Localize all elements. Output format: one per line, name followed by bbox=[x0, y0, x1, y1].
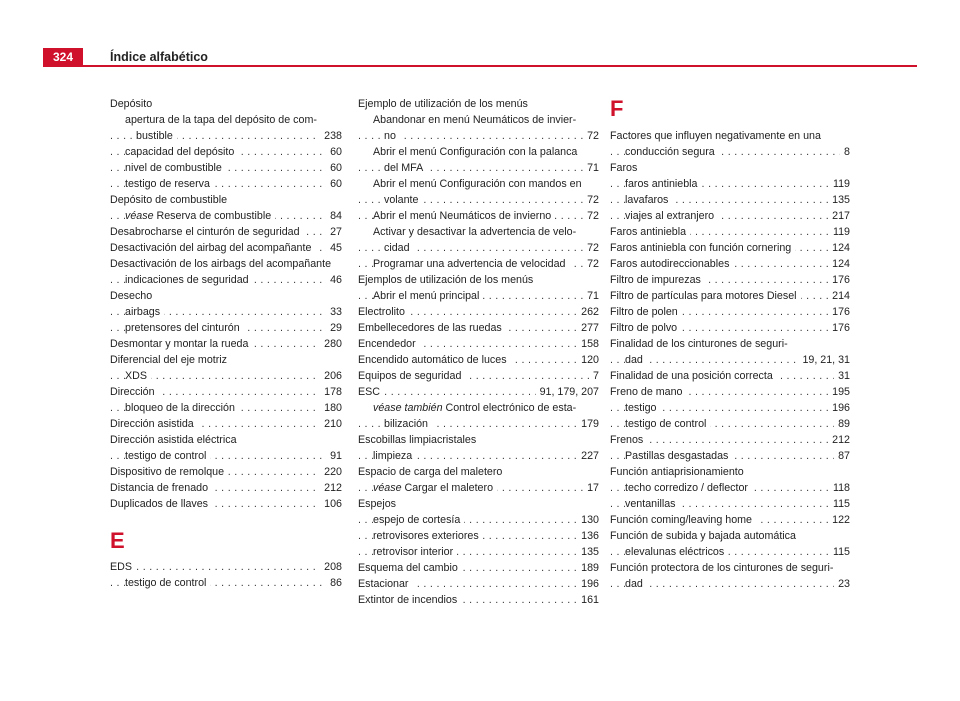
entry-text: conducción segura bbox=[625, 146, 719, 158]
index-entry bbox=[110, 240, 342, 256]
page-reference: 115 bbox=[829, 496, 850, 512]
entry-text: bilización bbox=[384, 418, 432, 430]
entry-text: Abrir el menú Neumáticos de invierno bbox=[373, 210, 555, 222]
entry-text: Faros antiniebla bbox=[610, 226, 690, 238]
entry-text: capacidad del depósito bbox=[125, 146, 238, 158]
page-reference: 87 bbox=[834, 448, 850, 464]
entry-text: testigo bbox=[625, 402, 661, 414]
index-entry bbox=[610, 512, 850, 528]
index-entry bbox=[110, 176, 342, 192]
entry-text: Extintor de incendios bbox=[358, 594, 461, 606]
entry-text: volante bbox=[384, 194, 422, 206]
page-reference: 72 bbox=[583, 240, 599, 256]
index-entry bbox=[358, 368, 599, 384]
entry-text: Esquema del cambio bbox=[358, 562, 462, 574]
entry-text: Ejemplo de utilización de los menús bbox=[358, 98, 532, 110]
page-reference: 176 bbox=[828, 320, 850, 336]
see-reference: véase bbox=[373, 482, 402, 494]
index-entry bbox=[610, 288, 850, 304]
page-reference: 124 bbox=[828, 240, 850, 256]
entry-text: cidad bbox=[384, 242, 414, 254]
index-entry bbox=[110, 288, 342, 304]
entry-text: Filtro de polvo bbox=[610, 322, 681, 334]
entry-label: Reserva de combustible bbox=[153, 210, 272, 222]
index-entry bbox=[110, 208, 342, 224]
entry-text: Ejemplos de utilización de los menús bbox=[358, 274, 537, 286]
index-entry bbox=[358, 96, 599, 112]
index-entry bbox=[358, 496, 599, 512]
see-reference: véase también bbox=[373, 402, 443, 414]
page-number: 324 bbox=[43, 48, 83, 66]
page-reference: 217 bbox=[828, 208, 850, 224]
page-reference: 210 bbox=[320, 416, 342, 432]
page-reference: 27 bbox=[326, 224, 342, 240]
page-reference: 106 bbox=[320, 496, 342, 512]
entry-text: Depósito bbox=[110, 98, 156, 110]
entry-text: Abandonar en menú Neumáticos de invier- bbox=[373, 114, 580, 126]
page-reference: 262 bbox=[577, 304, 599, 320]
page-reference: 189 bbox=[577, 560, 599, 576]
page-title: Índice alfabético bbox=[110, 50, 208, 64]
index-entry bbox=[110, 160, 342, 176]
entry-text: Frenos bbox=[610, 434, 647, 446]
index-entry bbox=[110, 304, 342, 320]
page-reference: 120 bbox=[577, 352, 599, 368]
entry-text: Faros autodireccionables bbox=[610, 258, 733, 270]
index-entry bbox=[610, 480, 850, 496]
entry-text: Distancia de frenado bbox=[110, 482, 212, 494]
page-reference: 135 bbox=[577, 544, 599, 560]
entry-text: Filtro de polen bbox=[610, 306, 682, 318]
page-reference: 115 bbox=[829, 544, 850, 560]
entry-text: faros antiniebla bbox=[625, 178, 702, 190]
entry-text: testigo de control bbox=[625, 418, 710, 430]
entry-text: Filtro de impurezas bbox=[610, 274, 705, 286]
index-entry bbox=[610, 272, 850, 288]
page-reference: 280 bbox=[320, 336, 342, 352]
page-reference: 214 bbox=[828, 288, 850, 304]
page-reference: 227 bbox=[577, 448, 599, 464]
index-entry bbox=[358, 560, 599, 576]
page-reference: 195 bbox=[828, 384, 850, 400]
index-entry bbox=[358, 240, 599, 256]
page-reference: 277 bbox=[577, 320, 599, 336]
page-reference: 119 bbox=[829, 224, 850, 240]
index-entry bbox=[110, 320, 342, 336]
index-entry bbox=[358, 192, 599, 208]
index-entry bbox=[358, 288, 599, 304]
index-entry bbox=[110, 496, 342, 512]
entry-text bbox=[125, 210, 275, 222]
index-entry bbox=[610, 320, 850, 336]
index-entry bbox=[110, 128, 342, 144]
page-reference: 196 bbox=[828, 400, 850, 416]
index-entry bbox=[610, 256, 850, 272]
page-reference: 178 bbox=[320, 384, 342, 400]
entry-text: Función protectora de los cinturones de seguri- bbox=[610, 562, 837, 574]
page-reference: 136 bbox=[577, 528, 599, 544]
entry-text: ESC bbox=[358, 386, 384, 398]
entry-text: XDS bbox=[125, 370, 151, 382]
index-entry bbox=[358, 320, 599, 336]
entry-text: del MFA bbox=[384, 162, 427, 174]
page-reference: 220 bbox=[320, 464, 342, 480]
page-reference: 72 bbox=[583, 256, 599, 272]
page-reference: 158 bbox=[577, 336, 599, 352]
entry-text: bloqueo de la dirección bbox=[125, 402, 239, 414]
index-entry bbox=[610, 416, 850, 432]
index-entry bbox=[610, 128, 850, 144]
entry-text: Diferencial del eje motriz bbox=[110, 354, 231, 366]
index-entry bbox=[110, 112, 342, 128]
index-entry bbox=[358, 448, 599, 464]
entry-text: Espacio de carga del maletero bbox=[358, 466, 506, 478]
entry-text: Encendedor bbox=[358, 338, 420, 350]
index-entry bbox=[610, 432, 850, 448]
index-entry bbox=[610, 208, 850, 224]
page-reference: 89 bbox=[834, 416, 850, 432]
section-letter: F bbox=[610, 96, 624, 121]
index-entry bbox=[358, 592, 599, 608]
entry-text: Programar una advertencia de velocidad bbox=[373, 258, 570, 270]
page-reference: 71 bbox=[583, 160, 599, 176]
entry-text: Función antiaprisionamiento bbox=[610, 466, 748, 478]
entry-text: ventanillas bbox=[625, 498, 680, 510]
index-entry bbox=[610, 192, 850, 208]
page-reference: 60 bbox=[326, 160, 342, 176]
index-entry bbox=[610, 352, 850, 368]
index-entry bbox=[610, 448, 850, 464]
entry-text: Desmontar y montar la rueda bbox=[110, 338, 252, 350]
page-reference: 60 bbox=[326, 144, 342, 160]
entry-text: dad bbox=[625, 578, 647, 590]
index-entry bbox=[358, 480, 599, 496]
page-reference: 196 bbox=[577, 576, 599, 592]
page-reference: 118 bbox=[829, 480, 850, 496]
index-entry bbox=[610, 336, 850, 352]
entry-text: Embellecedores de las ruedas bbox=[358, 322, 506, 334]
entry-text: Duplicados de llaves bbox=[110, 498, 212, 510]
entry-text: elevalunas eléctricos bbox=[625, 546, 728, 558]
entry-text: bustible bbox=[136, 130, 177, 142]
entry-text: Desactivación del airbag del acompañante bbox=[110, 242, 315, 254]
page-reference: 17 bbox=[583, 480, 599, 496]
index-entry bbox=[110, 192, 342, 208]
index-entry bbox=[610, 384, 850, 400]
entry-text: Dirección asistida eléctrica bbox=[110, 434, 241, 446]
entry-text: apertura de la tapa del depósito de com- bbox=[125, 114, 321, 126]
page-reference: 45 bbox=[326, 240, 342, 256]
index-entry bbox=[358, 256, 599, 272]
entry-text: pretensores del cinturón bbox=[125, 322, 244, 334]
page-reference: 124 bbox=[828, 256, 850, 272]
page-reference: 72 bbox=[583, 192, 599, 208]
index-entry bbox=[358, 304, 599, 320]
page-reference: 119 bbox=[829, 176, 850, 192]
entry-text: Desactivación de los airbags del acompañante bbox=[110, 258, 335, 270]
entry-text: Abrir el menú principal bbox=[373, 290, 483, 302]
page-reference: 19, 21, 31 bbox=[798, 352, 850, 368]
index-entry bbox=[358, 544, 599, 560]
entry-text: indicaciones de seguridad bbox=[125, 274, 253, 286]
index-entry bbox=[358, 336, 599, 352]
entry-text: Función coming/leaving home bbox=[610, 514, 756, 526]
entry-text: Finalidad de los cinturones de seguri- bbox=[610, 338, 792, 350]
entry-text: Activar y desactivar la advertencia de velo- bbox=[373, 226, 580, 238]
page-reference: 86 bbox=[326, 575, 342, 591]
index-entry bbox=[110, 416, 342, 432]
entry-text: Escobillas limpiacristales bbox=[358, 434, 480, 446]
entry-label: Cargar el maletero bbox=[401, 482, 494, 494]
entry-text: Depósito de combustible bbox=[110, 194, 231, 206]
index-entry bbox=[610, 368, 850, 384]
entry-text: airbags bbox=[125, 306, 164, 318]
index-entry bbox=[358, 112, 599, 128]
entry-text: Faros bbox=[610, 162, 641, 174]
index-entry bbox=[110, 272, 342, 288]
index-entry bbox=[358, 512, 599, 528]
entry-text: Faros antiniebla con función cornering bbox=[610, 242, 795, 254]
index-entry bbox=[610, 496, 850, 512]
entry-text: techo corredizo / deflector bbox=[625, 482, 752, 494]
page-reference: 71 bbox=[583, 288, 599, 304]
entry-text: Dirección asistida bbox=[110, 418, 198, 430]
page-reference: 84 bbox=[326, 208, 342, 224]
entry-text: espejo de cortesía bbox=[373, 514, 464, 526]
page-reference: 72 bbox=[583, 128, 599, 144]
index-entry bbox=[358, 208, 599, 224]
index-column-3 bbox=[610, 96, 850, 592]
entry-text: Función de subida y bajada automática bbox=[610, 530, 800, 542]
index-entry bbox=[610, 560, 850, 576]
index-entry bbox=[610, 464, 850, 480]
index-entry bbox=[358, 400, 599, 416]
entry-text: nivel de combustible bbox=[125, 162, 226, 174]
index-entry bbox=[610, 144, 850, 160]
index-entry bbox=[610, 576, 850, 592]
entry-text: testigo de control bbox=[125, 450, 210, 462]
entry-text: Desecho bbox=[110, 290, 156, 302]
entry-text: Finalidad de una posición correcta bbox=[610, 370, 777, 382]
index-entry bbox=[110, 432, 342, 448]
entry-text: Electrolito bbox=[358, 306, 409, 318]
index-entry bbox=[358, 416, 599, 432]
index-entry bbox=[610, 224, 850, 240]
index-entry bbox=[110, 336, 342, 352]
entry-text: Dirección bbox=[110, 386, 159, 398]
page-reference: 212 bbox=[828, 432, 850, 448]
entry-text: Espejos bbox=[358, 498, 400, 510]
entry-text: Pastillas desgastadas bbox=[625, 450, 732, 462]
page-reference: 29 bbox=[326, 320, 342, 336]
page-reference: 130 bbox=[577, 512, 599, 528]
index-entry bbox=[610, 240, 850, 256]
page-reference: 122 bbox=[828, 512, 850, 528]
page-reference: 238 bbox=[320, 128, 342, 144]
index-entry bbox=[610, 304, 850, 320]
see-reference: véase bbox=[125, 210, 154, 222]
index-entry bbox=[358, 176, 599, 192]
index-entry bbox=[110, 224, 342, 240]
index-entry bbox=[358, 352, 599, 368]
entry-text: Dispositivo de remolque bbox=[110, 466, 228, 478]
page-reference: 23 bbox=[834, 576, 850, 592]
entry-text: retrovisores exteriores bbox=[373, 530, 483, 542]
page-reference: 46 bbox=[326, 272, 342, 288]
index-entry bbox=[110, 96, 342, 112]
index-entry bbox=[110, 448, 342, 464]
entry-text: no bbox=[384, 130, 400, 142]
page-reference: 8 bbox=[840, 144, 850, 160]
entry-text: lavafaros bbox=[625, 194, 672, 206]
index-entry bbox=[358, 224, 599, 240]
entry-text: Freno de mano bbox=[610, 386, 686, 398]
page-reference: 212 bbox=[320, 480, 342, 496]
entry-text: Abrir el menú Configuración con mandos en bbox=[373, 178, 586, 190]
index-entry bbox=[358, 160, 599, 176]
page-reference: 91 bbox=[326, 448, 342, 464]
page-reference: 33 bbox=[326, 304, 342, 320]
entry-text: viajes al extranjero bbox=[625, 210, 718, 222]
page-reference: 135 bbox=[828, 192, 850, 208]
entry-text bbox=[373, 482, 497, 494]
entry-text: Desabrocharse el cinturón de seguridad bbox=[110, 226, 304, 238]
page-reference: 176 bbox=[828, 272, 850, 288]
page-reference: 180 bbox=[320, 400, 342, 416]
index-entry bbox=[358, 464, 599, 480]
index-entry bbox=[110, 368, 342, 384]
entry-text: testigo de reserva bbox=[125, 178, 214, 190]
index-entry bbox=[110, 144, 342, 160]
index-entry bbox=[610, 176, 850, 192]
index-entry bbox=[110, 400, 342, 416]
entry-text: Abrir el menú Configuración con la palanca bbox=[373, 146, 581, 158]
index-entry bbox=[610, 528, 850, 544]
index-entry bbox=[110, 464, 342, 480]
index-entry bbox=[110, 384, 342, 400]
index-entry bbox=[610, 544, 850, 560]
entry-text: testigo de control bbox=[125, 577, 210, 589]
index-entry bbox=[358, 384, 599, 400]
page-reference: 206 bbox=[320, 368, 342, 384]
page-reference: 60 bbox=[326, 176, 342, 192]
page-reference: 72 bbox=[583, 208, 599, 224]
index-entry bbox=[358, 528, 599, 544]
index-entry bbox=[110, 480, 342, 496]
entry-text: Encendido automático de luces bbox=[358, 354, 511, 366]
entry-text: Estacionar bbox=[358, 578, 413, 590]
entry-text: dad bbox=[625, 354, 647, 366]
index-entry bbox=[610, 400, 850, 416]
page-reference: 91, 179, 207 bbox=[536, 384, 599, 400]
entry-text: limpieza bbox=[373, 450, 416, 462]
section-letter: E bbox=[110, 528, 125, 553]
page-reference: 208 bbox=[320, 559, 342, 575]
index-entry bbox=[358, 144, 599, 160]
index-entry bbox=[358, 272, 599, 288]
index-entry bbox=[610, 160, 850, 176]
index-column-2 bbox=[358, 96, 599, 608]
entry-text: Equipos de seguridad bbox=[358, 370, 465, 382]
index-entry bbox=[358, 576, 599, 592]
entry-text bbox=[373, 402, 580, 414]
index-column-1 bbox=[110, 96, 342, 591]
index-entry bbox=[110, 256, 342, 272]
page-reference: 31 bbox=[834, 368, 850, 384]
entry-text: retrovisor interior bbox=[373, 546, 457, 558]
index-entry bbox=[110, 575, 342, 591]
index-entry bbox=[358, 432, 599, 448]
entry-text: Filtro de partículas para motores Diesel bbox=[610, 290, 801, 302]
entry-text: EDS bbox=[110, 561, 136, 573]
entry-text: Factores que influyen negativamente en una bbox=[610, 130, 825, 142]
page-reference: 176 bbox=[828, 304, 850, 320]
page-reference: 161 bbox=[577, 592, 599, 608]
header-rule bbox=[43, 65, 917, 67]
entry-label: Control electrónico de esta- bbox=[442, 402, 577, 414]
index-entry bbox=[358, 128, 599, 144]
page-reference: 7 bbox=[589, 368, 599, 384]
index-entry bbox=[110, 352, 342, 368]
index-entry bbox=[110, 559, 342, 575]
page-reference: 179 bbox=[577, 416, 599, 432]
